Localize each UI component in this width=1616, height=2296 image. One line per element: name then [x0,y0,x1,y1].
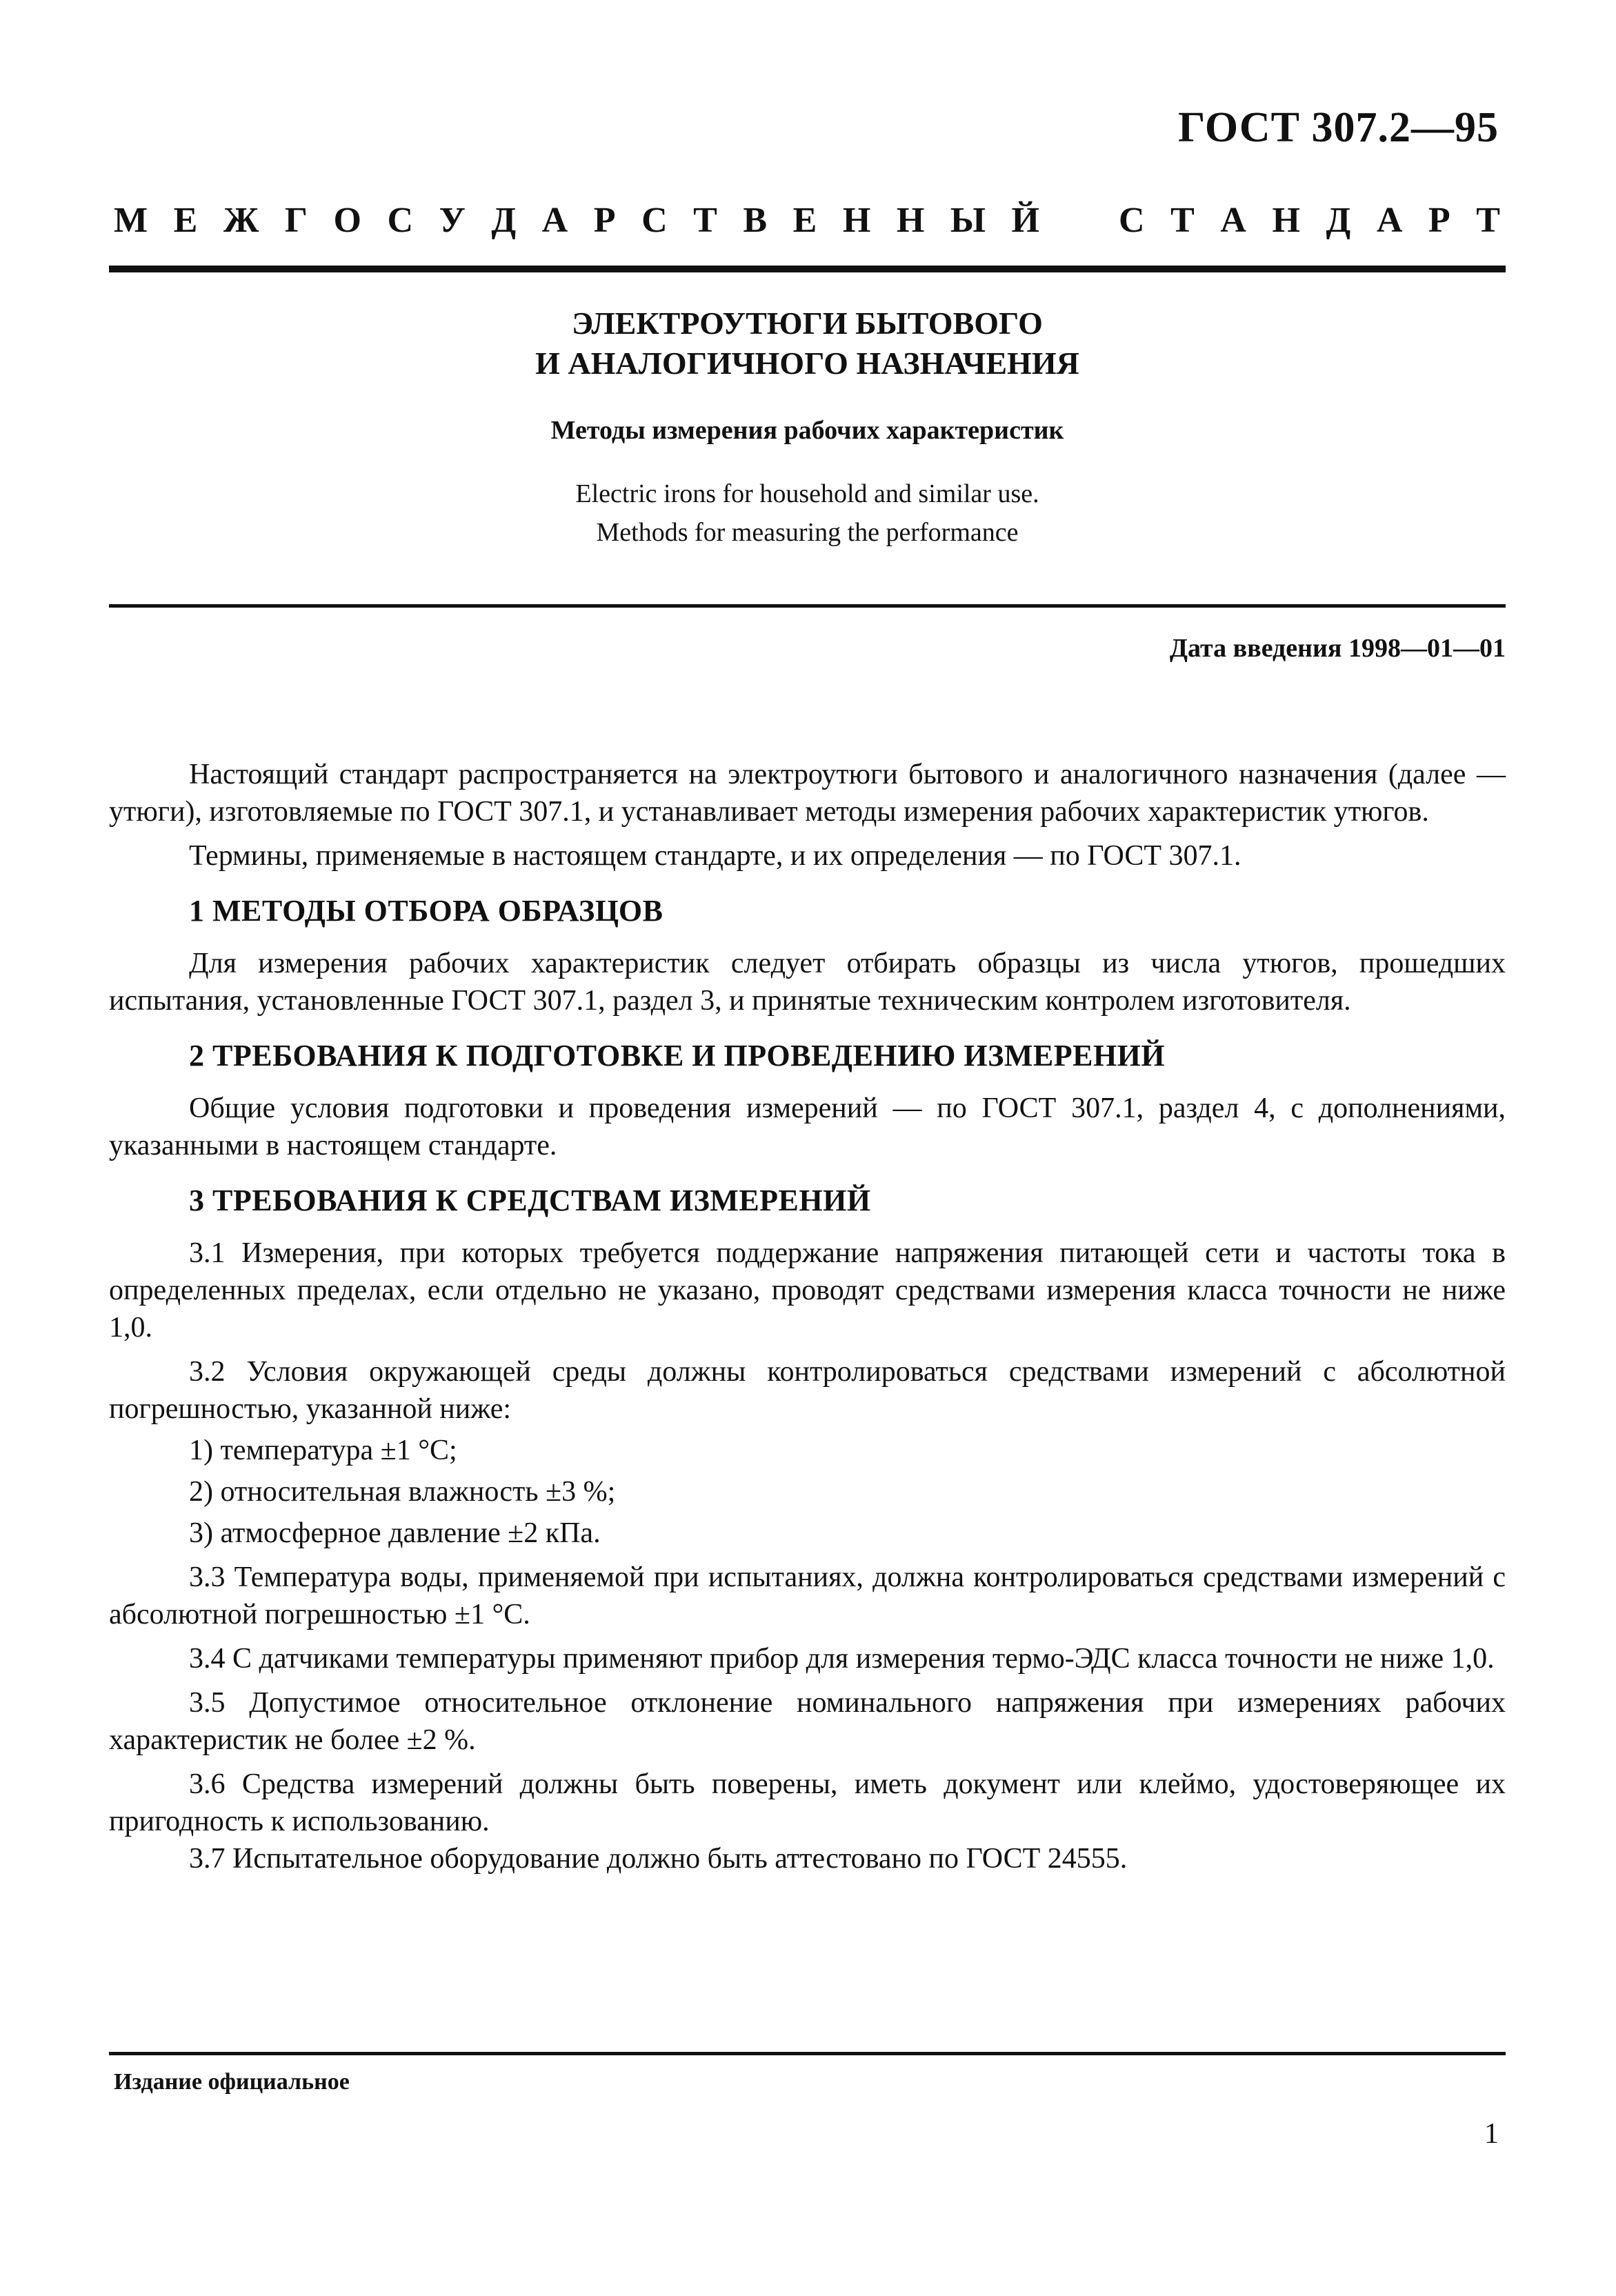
heading-letter: Д [491,201,517,240]
heading-letter: Т [693,201,717,240]
clause-3-5: 3.5 Допустимое относительное отклонение номинального напряжения при измерениях рабочих характеристик не более ±2 %. [109,1687,1506,1756]
paragraph: Общие условия подготовки и проведения измерений — по ГОСТ 307.1, раздел 4, с дополнениями, указанными в настоящем стандарте. [109,1092,1506,1161]
clause-3-4: 3.4 С датчиками температуры применяют прибор для измерения термо-ЭДС класса точности не ниже 1,0. [189,1643,1495,1675]
list-item: 2) относительная влажность ±3 %; [189,1476,616,1508]
heading-letter: Ы [950,201,986,240]
heading-letter: Н [842,201,871,240]
section-heading-2: 2 ТРЕБОВАНИЯ К ПОДГОТОВКЕ И ПРОВЕДЕНИЮ ИЗМЕРЕНИЙ [189,1039,1166,1072]
heading-letter: Н [1272,201,1300,240]
heading-letter: О [333,201,361,240]
footer-divider [109,2052,1506,2055]
title-divider [109,604,1506,608]
heading-letter: Й [1011,201,1039,240]
heading-letter: Т [1476,201,1500,240]
clause-3-7: 3.7 Испытательное оборудование должно быть аттестовано по ГОСТ 24555. [189,1843,1128,1875]
paragraph: Для измерения рабочих характеристик следует отбирать образцы из числа утюгов, прошедших испытания, установленные ГОСТ 307.1, раздел 3, и принятые техническим контролем изготовителя. [109,948,1506,1017]
heading-letter: Н [896,201,925,240]
document-body [109,756,1506,1877]
page-number: 1 [1484,2118,1499,2150]
interstate-standard-heading [114,200,1500,241]
heading-letter: Р [593,201,616,240]
heading-letter: В [743,201,768,240]
clause-3-3: 3.3 Температура воды, применяемой при испытаниях, должна контролироваться средствами измерений с абсолютной погрешностью ±1 °С. [109,1561,1506,1630]
paragraph: Настоящий стандарт распространяется на электроутюги бытового и аналогичного назначения (далее — утюги), изготовляемые по ГОСТ 307.1, и устанавливает методы измерения рабочих характеристик утюгов. [109,759,1506,828]
word-gap [1065,200,1093,241]
clause-3-6: 3.6 Средства измерений должны быть поверены, иметь документ или клеймо, удостоверяющее их пригодность к использованию. [109,1768,1506,1837]
heading-letter: Е [792,201,817,240]
heading-letter: Т [1170,201,1195,240]
section-heading-3: 3 ТРЕБОВАНИЯ К СРЕДСТВАМ ИЗМЕРЕНИЙ [189,1184,871,1217]
title-block [109,303,1506,552]
title-line-2: И АНАЛОГИЧНОГО НАЗНАЧЕНИЯ [535,346,1079,381]
header-divider [109,266,1506,272]
document-number: ГОСТ 307.2—95 [1177,104,1499,151]
heading-letter: М [114,201,148,240]
heading-letter: Р [1428,201,1450,240]
english-title-line-1: Electric irons for household and similar use. [575,479,1039,508]
section-heading-1: 1 МЕТОДЫ ОТБОРА ОБРАЗЦОВ [189,894,664,928]
heading-letter: Г [284,201,308,240]
edition-label: Издание официальное [114,2069,350,2095]
heading-letter: С [1119,201,1145,240]
heading-letter: С [387,201,414,240]
english-title [109,475,1506,552]
introduction-date: Дата введения 1998—01—01 [1169,634,1506,663]
clause-3-1: 3.1 Измерения, при которых требуется поддержание напряжения питающей сети и частоты тока в определенных пределах, если отдельно не указано, проводят средствами измерения класса точности не ниже 1,0. [109,1237,1506,1344]
clause-3-2: 3.2 Условия окружающей среды должны контролироваться средствами измерений с абсолютной погрешностью, указанной ниже: [109,1356,1506,1425]
heading-letter: А [1220,201,1246,240]
heading-letter: Д [1326,201,1351,240]
heading-letter: А [541,201,568,240]
heading-letter: С [641,201,668,240]
heading-letter: У [439,201,466,240]
heading-letter: А [1376,201,1403,240]
paragraph: Термины, применяемые в настоящем стандарте, и их определения — по ГОСТ 307.1. [189,840,1241,872]
title-line-1: ЭЛЕКТРОУТЮГИ БЫТОВОГО [572,306,1043,341]
subtitle: Методы измерения рабочих характеристик [550,416,1064,445]
english-title-line-2: Methods for measuring the performance [596,518,1019,547]
list-item: 1) температура ±1 °С; [189,1435,457,1466]
list-item: 3) атмосферное давление ±2 кПа. [189,1517,601,1549]
heading-letter: Ж [223,201,259,240]
heading-letter: Е [173,201,198,240]
